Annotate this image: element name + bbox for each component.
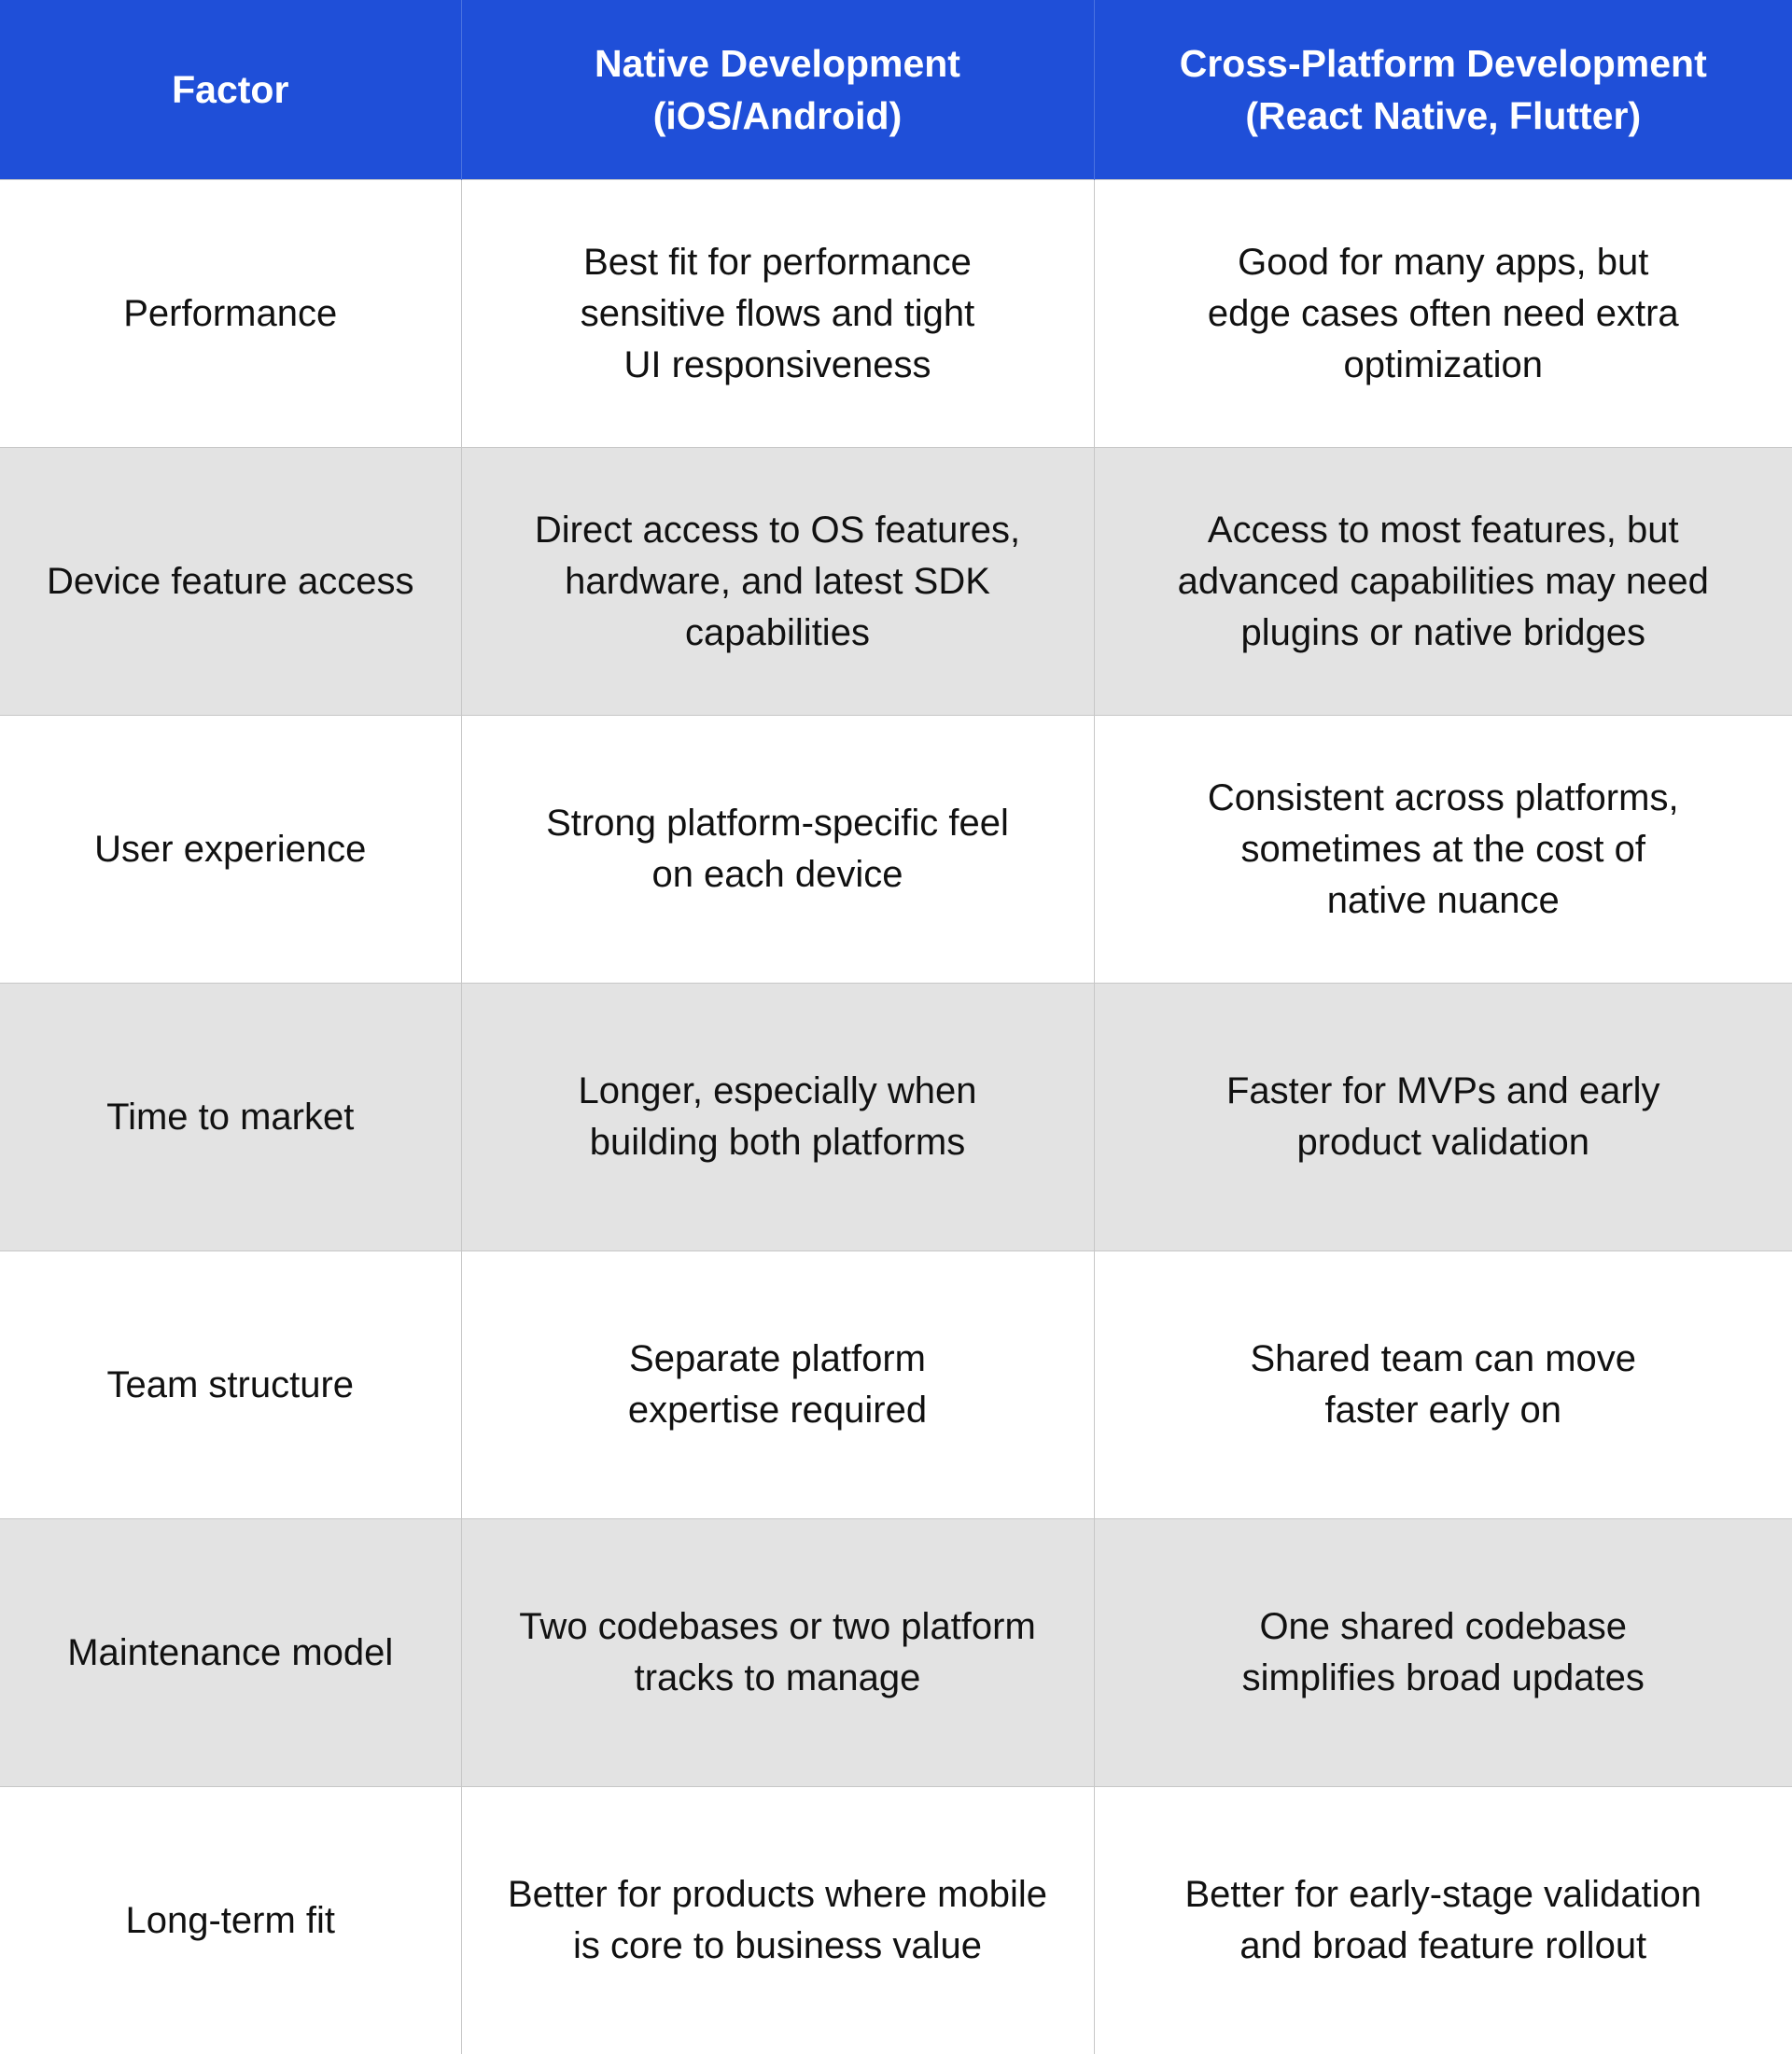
row-factor-cell: Device feature access (0, 448, 461, 716)
row-native-cell: Better for products where mobile is core to business value (461, 1787, 1094, 2054)
header-factor: Factor (0, 0, 461, 180)
table-body (0, 180, 1792, 2054)
row-cross-cell: Good for many apps, but edge cases often need extra optimization (1094, 180, 1792, 448)
row-cross-cell: Consistent across platforms, sometimes at the cost of native nuance (1094, 716, 1792, 984)
table-row (0, 1787, 1792, 2054)
row-factor-cell: Long-term fit (0, 1787, 461, 2054)
row-cross-cell: Better for early-stage validation and broad feature rollout (1094, 1787, 1792, 2054)
row-cross-cell: Access to most features, but advanced capabilities may need plugins or native bridges (1094, 448, 1792, 716)
row-cross-cell: Shared team can move faster early on (1094, 1251, 1792, 1519)
row-factor-cell: Performance (0, 180, 461, 448)
row-cross-cell: Faster for MVPs and early product validation (1094, 984, 1792, 1251)
table-row (0, 1519, 1792, 1787)
header-cross-platform-development: Cross-Platform Development (React Native, Flutter) (1094, 0, 1792, 180)
row-factor-cell: Maintenance model (0, 1519, 461, 1787)
row-factor-cell: User experience (0, 716, 461, 984)
table-header (0, 0, 1792, 180)
header-row (0, 0, 1792, 180)
table-row (0, 716, 1792, 984)
row-cross-cell: One shared codebase simplifies broad updates (1094, 1519, 1792, 1787)
table-row (0, 448, 1792, 716)
row-factor-cell: Time to market (0, 984, 461, 1251)
table-row (0, 180, 1792, 448)
table-row (0, 984, 1792, 1251)
row-native-cell: Best fit for performance sensitive flows and tight UI responsiveness (461, 180, 1094, 448)
row-native-cell: Separate platform expertise required (461, 1251, 1094, 1519)
row-native-cell: Strong platform-specific feel on each device (461, 716, 1094, 984)
table-row (0, 1251, 1792, 1519)
row-factor-cell: Team structure (0, 1251, 461, 1519)
row-native-cell: Direct access to OS features, hardware, and latest SDK capabilities (461, 448, 1094, 716)
row-native-cell: Longer, especially when building both platforms (461, 984, 1094, 1251)
header-native-development: Native Development (iOS/Android) (461, 0, 1094, 180)
row-native-cell: Two codebases or two platform tracks to manage (461, 1519, 1094, 1787)
